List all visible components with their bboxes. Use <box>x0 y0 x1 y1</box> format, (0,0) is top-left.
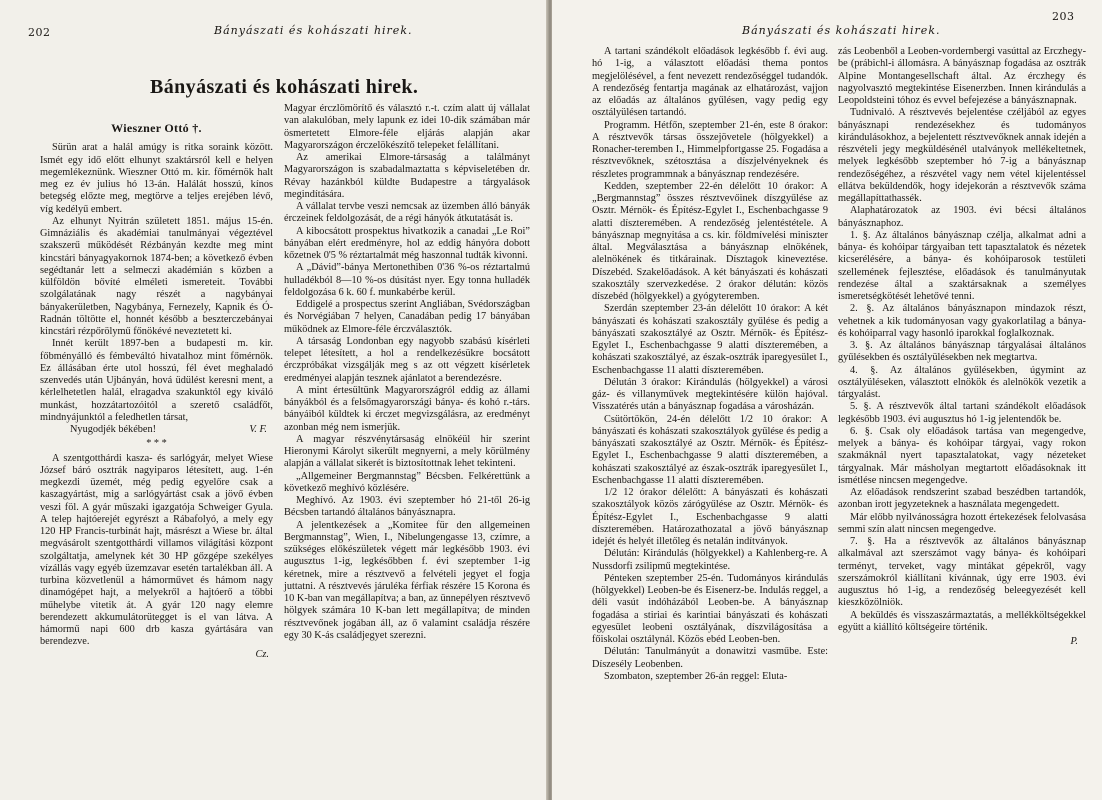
paragraph-text: Délután: Kirándulás (hölgyekkel) a Kahlenberg-re. A Nussdorfi zsilipmű megtekintése. <box>592 548 828 572</box>
paragraph-text: A „Dávid”-bánya Mertonethiben 0'36 %-os réztartalmú hulladékból 8—10 %-os dúsítást nyer. Egy tonna hulladék feldolgozása 6 k. 60 f. munkabérbe kerül. <box>284 262 530 298</box>
paragraph <box>838 487 1086 512</box>
paragraph <box>592 646 828 671</box>
paragraph <box>838 230 1086 304</box>
paragraph-text: * * * <box>146 438 167 450</box>
article-title: Bányászati és kohászati hirek. <box>150 76 419 98</box>
paragraph <box>838 107 1086 205</box>
paragraph-text: A kibocsátott prospektus hivatkozik a canadai „Le Roi” bányában elért eredményre, hol az eddig hányóra dobott kőzetnek 0'5 % réztartalmát még haszonnal tudták kivonni. <box>284 225 530 261</box>
paragraph-text: Már előbb nyilvánosságra hozott értekezések felolvasása semmi szín alatt nincsen megengedve. <box>838 511 1086 535</box>
paragraph <box>838 303 1086 340</box>
paragraph <box>40 142 273 216</box>
paragraph <box>284 471 530 496</box>
paragraph <box>284 336 530 385</box>
page-number: 202 <box>28 26 51 39</box>
paragraph <box>592 377 828 414</box>
paragraph <box>284 385 530 434</box>
paragraph <box>592 181 828 304</box>
paragraph-text: Kedden, szeptember 22-én délelőtt 10 órakor: A „Bergmannstag” összes résztvevőinek díszgyűlése az Osztr. Mérnök- és Építész-Egylet I., Eschenbachgasse 9 alatti díszteremében. A rendezőség jelentéstétele. A bányásznap megnyitása a cs. kir. földmívelési miniszter által. Megválasztása a bányásznap elnökének, alelnökének és titkárainak. Dísztagok kineveztése. Díszebéd. Szakelőadások. A két bányászati és kohászati szakosztály szervezkedése. 2 órakor délután: közös díszebéd (hölgyekkel) a gyógyteremben. <box>592 180 828 302</box>
running-head: Bányászati és kohászati hirek. <box>214 24 413 37</box>
paragraph-text: A mint értesültünk Magyarországról eddig az állami bányákból és a felsőmagyarországi bánya- és kohó r.-társ. bányáiból küldtek ki érczet megvizsgálásra, az eredményt azonban még nem ismerjük. <box>284 384 530 433</box>
paragraph <box>838 340 1086 365</box>
paragraph-text: zás Leobenből a Leoben-vordernbergi vasúttal az Erczhegy-be (prábichl-i állomásra. A bányásznap fogadása az osztrák Alpine Montangesellschaft által. Az érczhegy és nagyolvasztó megtekintése Eisenerzben. Innen kirándulás a Leopoldsteini tóhoz és evvel befejezése a bányásznapnak. <box>838 46 1086 106</box>
paragraph <box>838 536 1086 610</box>
paragraph-text: A tartani szándékolt előadások legkésőbb f. évi aug. hó 1-ig, a választott előadási thema pontos megjelölésével, a fent nevezett rendezőséggel tudandók. A rendezőség fentartja magának az elhatározást, vajjon az előadás az általános gyűlésen, vagy pedig egy osztályülésen tartandó. <box>592 46 828 119</box>
paragraph-text: 3. §. Az általános bányásznap tárgyalásai általános gyűlésekben és osztályülésekben nek megtartva. <box>838 340 1086 364</box>
paragraph <box>838 636 1086 648</box>
paragraph-text: Az amerikai Elmore-társaság a találmányt Magyarországon is szabadalmaztatta s képviseletében dr. Révay hazánkból küldte Budapestre a tárgyalások megindítására. <box>284 152 530 200</box>
paragraph-text: 1. §. Az általános bányásznap czélja, alkalmat adni a bánya- és kohóipar tárgyaiban tett tapasztalatok és nézetek kicserélésére, a bánya- és kohóiparosok testületi szellemének fejlesztése, előadások és tanulmányutak rendezése által a szaktársaknak a személyes ismeretségkötését lehetővé tenni. <box>838 229 1086 302</box>
paragraph-text: Alaphatározatok az 1903. évi bécsi általános bányásznaphoz. <box>838 205 1086 229</box>
paragraph <box>592 671 828 683</box>
paragraph <box>284 103 530 152</box>
paragraph <box>592 303 828 377</box>
paragraph <box>40 453 273 649</box>
right-column-1 <box>592 46 828 683</box>
paragraph <box>838 205 1086 230</box>
paragraph-text: 4. §. Az általános gyűlésekben, úgymint az osztályüléseken, választott elnökök és alelnökök vezetik a tárgyalást. <box>838 364 1086 400</box>
paragraph-text: Az előadások rendszerint szabad beszédben tartandók, azonban irott jegyzeteknek a használata megengedett. <box>838 487 1086 511</box>
left-column-2 <box>284 103 530 642</box>
paragraph <box>592 548 828 573</box>
paragraph-text: Délután: Tanulmányút a donawitzi vasműbe. Este: Díszesély Leobenben. <box>592 646 828 670</box>
signature: V. F. <box>249 424 267 435</box>
paragraph-text: Szerdán szeptember 23-án délelőtt 10 órakor: A két bányászati és kohászati szakosztály gyűlése és pedig a bányászati szakosztályé az Osztr. Mérnök- és Építész-Egylet I., Eschenbachgasse 9 alatti díszteremében, a kohászati szakosztályé, az észak-osztrák iparegyesület I., Eschenbachgasse 11 alatti díszteremében. <box>592 303 828 376</box>
paragraph <box>284 262 530 299</box>
page-number: 203 <box>1052 10 1075 23</box>
paragraph <box>284 152 530 201</box>
paragraph-text: A vállalat tervbe veszi nemcsak az üzemben álló bányák érczeinek feldolgozását, de a régi hányók átkutatását is. <box>284 201 530 225</box>
paragraph-text: P. <box>1070 636 1078 647</box>
paragraph-text: Sürün arat a halál amúgy is ritka soraink között. Ismét egy idő előtt elhunyt szaktársról kell e helyen megemlékeznünk. Wieszner Ottó m. kir. főmérnök halt meg ez év julius hó 13-án. Halálát hosszú, kínos betegség előzte meg, megtörve a teljes erejében lévő, víg kedélyű embert. <box>40 142 273 215</box>
paragraph-text: 7. §. Ha a résztvevők az általános bányásznap alkalmával azt szerszámot vagy bánya- és kohóipari terményt, terveket, vagy mintákat gépekről, vagy szerszámokról kiállítani kívánnak, úgy erre 1903. évi augusztus hó 1-ig, a rendezőség beleegyezését kell kieszközölniök. <box>838 536 1086 609</box>
paragraph <box>592 487 828 548</box>
paragraph-text: Az elhunyt Nyitrán született 1851. május 15-én. Gimnáziális és akadémiai tanulmányai végeztével szakszerű működését Rézbányán kezdte meg mint kincstári bányagyakornok 1874-ben; a következő évben segédtanár lett a selmeczi akadémián s közben a külföldön bővíté elméleti ismereteit. További szolgálatának nagy részét a nagybányai bányakerületben, Nagybánya, Fernezely, Kapnik és Ó-Radnán töltötte el, honnét később a beszterczebányai kincstári rézpőrölymű főnökévé neveztetett ki. <box>40 215 273 337</box>
paragraph-text: Szombaton, szeptember 26-án reggel: Eluta- <box>604 670 788 682</box>
paragraph-text: Wieszner Ottó †. <box>111 121 202 135</box>
paragraph <box>838 426 1086 487</box>
paragraph-text: A szentgotthárdi kasza- és sarlógyár, melyet Wiese József báró osztrák nagyiparos létesített, aug. 1-én megkezdi üzemét, még pedig egyelőre csak a kaszagyártást, mig a sarlógyártást csak a jövő évben veszi föl. A gyár műszaki igazgatója Schweiger Gyula. A telep hajtóerejét egyrészt a Rábafolyó, a mely egy 120 HP Francis-turbinát hajt, másrészt a Wiese br. által megvásárolt szentgotthárdi villamos világítási központ szolgáltatja, amelynek két 30 HP gőzgépe szekélyes vízállás vagy egyéb üzemzavar esetén tartalékban áll. A turbina közvetlenül a hámorművet és hámom nagy dinamógépet hajt, a melyekről a hajtóerő a többi műhelybe vitetik át. A gyár 120 nagy elemre berendezett akkumulátorütegget is el van látva. A hámormű napi 600 drb kasza gyártására van berendezve. <box>40 452 273 648</box>
paragraph <box>838 365 1086 402</box>
paragraph-text: Tudnivaló. A résztvevés bejelentése czéljából az egyes bányásznapi rendezésekhez és tudományos kirándulásokhoz, a bejelentett résztvevőknek annak idején a részvételi jegy megküldésénél utalványok mellékeltetnek, melyek legkésőbb szeptember hó 7-ig a bányásznap rendezőségéhez, a részvétel vagy nem vétel kijelentéssel ellátva beküldendők, hogy idejekorán a résztvevők száma megállapíttathassék. <box>838 107 1086 204</box>
paragraph-text: Meghívó. Az 1903. évi szeptember hó 21-től 26-ig Bécsben tartandó általános bányásznapra. <box>284 495 530 519</box>
paragraph <box>40 438 273 450</box>
paragraph <box>838 512 1086 537</box>
right-page <box>552 0 1102 800</box>
paragraph <box>592 573 828 647</box>
paragraph-text: A beküldés és visszaszármaztatás, a mellékköltségekkel együtt a kiállító költségeire történik. <box>838 609 1086 633</box>
paragraph <box>284 434 530 471</box>
paragraph-text: Csütörtökön, 24-én délelőtt 1/2 10 órakor: A bányászati és kohászati szakosztályok gyűlése és pedig a bányászati szakosztályé az Osztr. Mérnök- és Építész-Egylet I., Eschenbachgasse 9 alatti díszteremében, a kohászati szakosztályé az észak-osztrák iparegyesület I., Eschenbachgasse 11 alatti díszteremében. <box>592 413 828 486</box>
paragraph-text: Magyar érczlömörítő és választó r.-t. czím alatt új vállalat van alakulóban, mely lapunk ez idei 10-dik számában már ösmertetett Elmore-féle eljárás alapján akar Magyarországon érczelökészítő telepeket felállítani. <box>284 103 530 151</box>
paragraph-text: 5. §. A résztvevők által tartani szándékolt előadások legkésőbb 1903. évi augusztus hó 1-ig jelentendők be. <box>838 401 1086 425</box>
paragraph-text: A magyar részvénytársaság elnökéül hir szerint Hieronymi Károlyt sikerült megnyerni, a mely körülmény alapján a vállalat sikerét is biztosítottnak lehet tekinteni. <box>284 433 530 470</box>
paragraph <box>284 495 530 520</box>
right-column-2 <box>838 46 1086 648</box>
left-page <box>0 0 548 800</box>
paragraph <box>284 520 530 643</box>
paragraph-text: Innét került 1897-ben a budapesti m. kir. főbményálló és fémbeváltó hivatalhoz mint főmérnök. Ez állásában érte utol hosszú, fél évet meghaladó szenvedés után Ujbányán, hová üdülést keresni ment, a kérlelhetetlen halál, elragadva szakunktól egy kiváló munkást, hozzátartozóitól a szerető családfőt, mindnyájunktól a feledhetlen társat, <box>40 338 273 423</box>
paragraph <box>284 201 530 226</box>
left-column-1 <box>40 114 273 661</box>
paragraph-text: 2. §. Az általános bányásznapon mindazok részt, vehetnek a kik tudományosan vagy gyakorlatilag a bánya- és kohóiparral vagy hasonló iparokkal foglalkoznak. <box>838 303 1086 339</box>
paragraph-text: A társaság Londonban egy nagyobb szabású kísérleti telepet létesített, a hol a rendelkezésükre bocsátott érczpróbákat vizsgálják meg s az ott végzett kísérletek eredményei alapján tesznek ajánlatot a berendezésre. <box>284 335 530 384</box>
paragraph-text: A jelentkezések a „Komitee für den allgemeinen Bergmannstag”, Wien, I., Nibelungengasse 13, czímre, a szükséges előkészületek végett már legkésőbb 1903. évi augusztus 1-ig, legkésőbben f. évi szeptember 1-ig kéretnek, mire a résztvevő a felvételi jegyet el fogja juttatni. A résztvevés járuléka férfiak részére 15 Korona és 10 K-ban van megállapítva; a ban, az ünnepélyen résztvevő hölgyek számára 10 K-ban lett megállapítva; de minden résztvevőnek jogában áll, az ő valamint családja részére egy 30 K-ás családjegyet szerezni. <box>284 519 530 641</box>
paragraph-text: „Allgemeiner Bergmannstag” Bécsben. Felkérettünk a következő meghívó közlésére. <box>284 470 530 494</box>
paragraph <box>40 216 273 339</box>
paragraph <box>40 649 273 661</box>
paragraph <box>838 401 1086 426</box>
paragraph-text: Délután 3 órakor: Kirándulás (hölgyekkel) a városi gáz- és villanyművek megtekintésére külön hajóval. Visszatérés után a bányásznap fogadása a városházán. <box>592 376 828 413</box>
paragraph-text: 1/2 12 órakor délelőtt: A bányászati és kohászati szakosztályok közös zárógyűlése az Osztr. Mérnök- és Építész-Egylet I., Eschenbachgasse 9 alatti díszteremében. Határozathozatal a jövő bányásznap idejét és helyét illetőleg és netalán indítványok. <box>592 487 828 547</box>
paragraph <box>838 610 1086 635</box>
paragraph <box>592 120 828 181</box>
paragraph-text: Nyugodjék békében! <box>70 424 157 435</box>
paragraph <box>592 414 828 488</box>
paragraph <box>40 338 273 424</box>
paragraph <box>284 299 530 336</box>
paragraph-text: Programm. Hétfőn, szeptember 21-én, este 8 órakor: A résztvevők társas összejövetele (hölgyekkel) a Ronacher-teremben I., Himmelpfortgasse 25. Fogadása a résztvevőknek, szétosztása a díszjelvényeknek és részletes programmnak a bányásznap rendezésére. <box>592 119 828 180</box>
paragraph <box>592 46 828 120</box>
paragraph-text: Eddigelé a prospectus szerint Angliában, Svédországban és Norvégiában 7 helyen, Canadában pedig 17 bányában működnek az Elmore-féle érczválasztók. <box>284 299 530 335</box>
paragraph <box>838 46 1086 107</box>
paragraph-text: Cz. <box>255 648 269 660</box>
running-head: Bányászati és kohászati hirek. <box>742 24 941 37</box>
paragraph-text: 6. §. Csak oly előadások tartása van megengedve, melyek a bánya- és kohóipar tárgyai, vagy rokon szakmáknál nyert tapasztalatokat, vagy nézeteket tárgyalnak. Már másholyan megtartott előadásoknak itt ismétlése nincsen megengedve. <box>838 425 1086 486</box>
paragraph-text: Pénteken szeptember 25-én. Tudományos kirándulás (hölgyekkel) Leoben-be és Eisenerz-be. Indulás reggel, a déli vasút indóházából Leoben-be. A bányásznap fogadása a stiriai és karintiai bányászati és kohászati egyesület leobeni osztályának, díszvilágosítása a főiskolai osztálynál. Közös ebéd Leoben-ben. <box>592 572 828 645</box>
paragraph <box>40 122 273 134</box>
paragraph <box>40 424 273 436</box>
paragraph <box>284 226 530 263</box>
